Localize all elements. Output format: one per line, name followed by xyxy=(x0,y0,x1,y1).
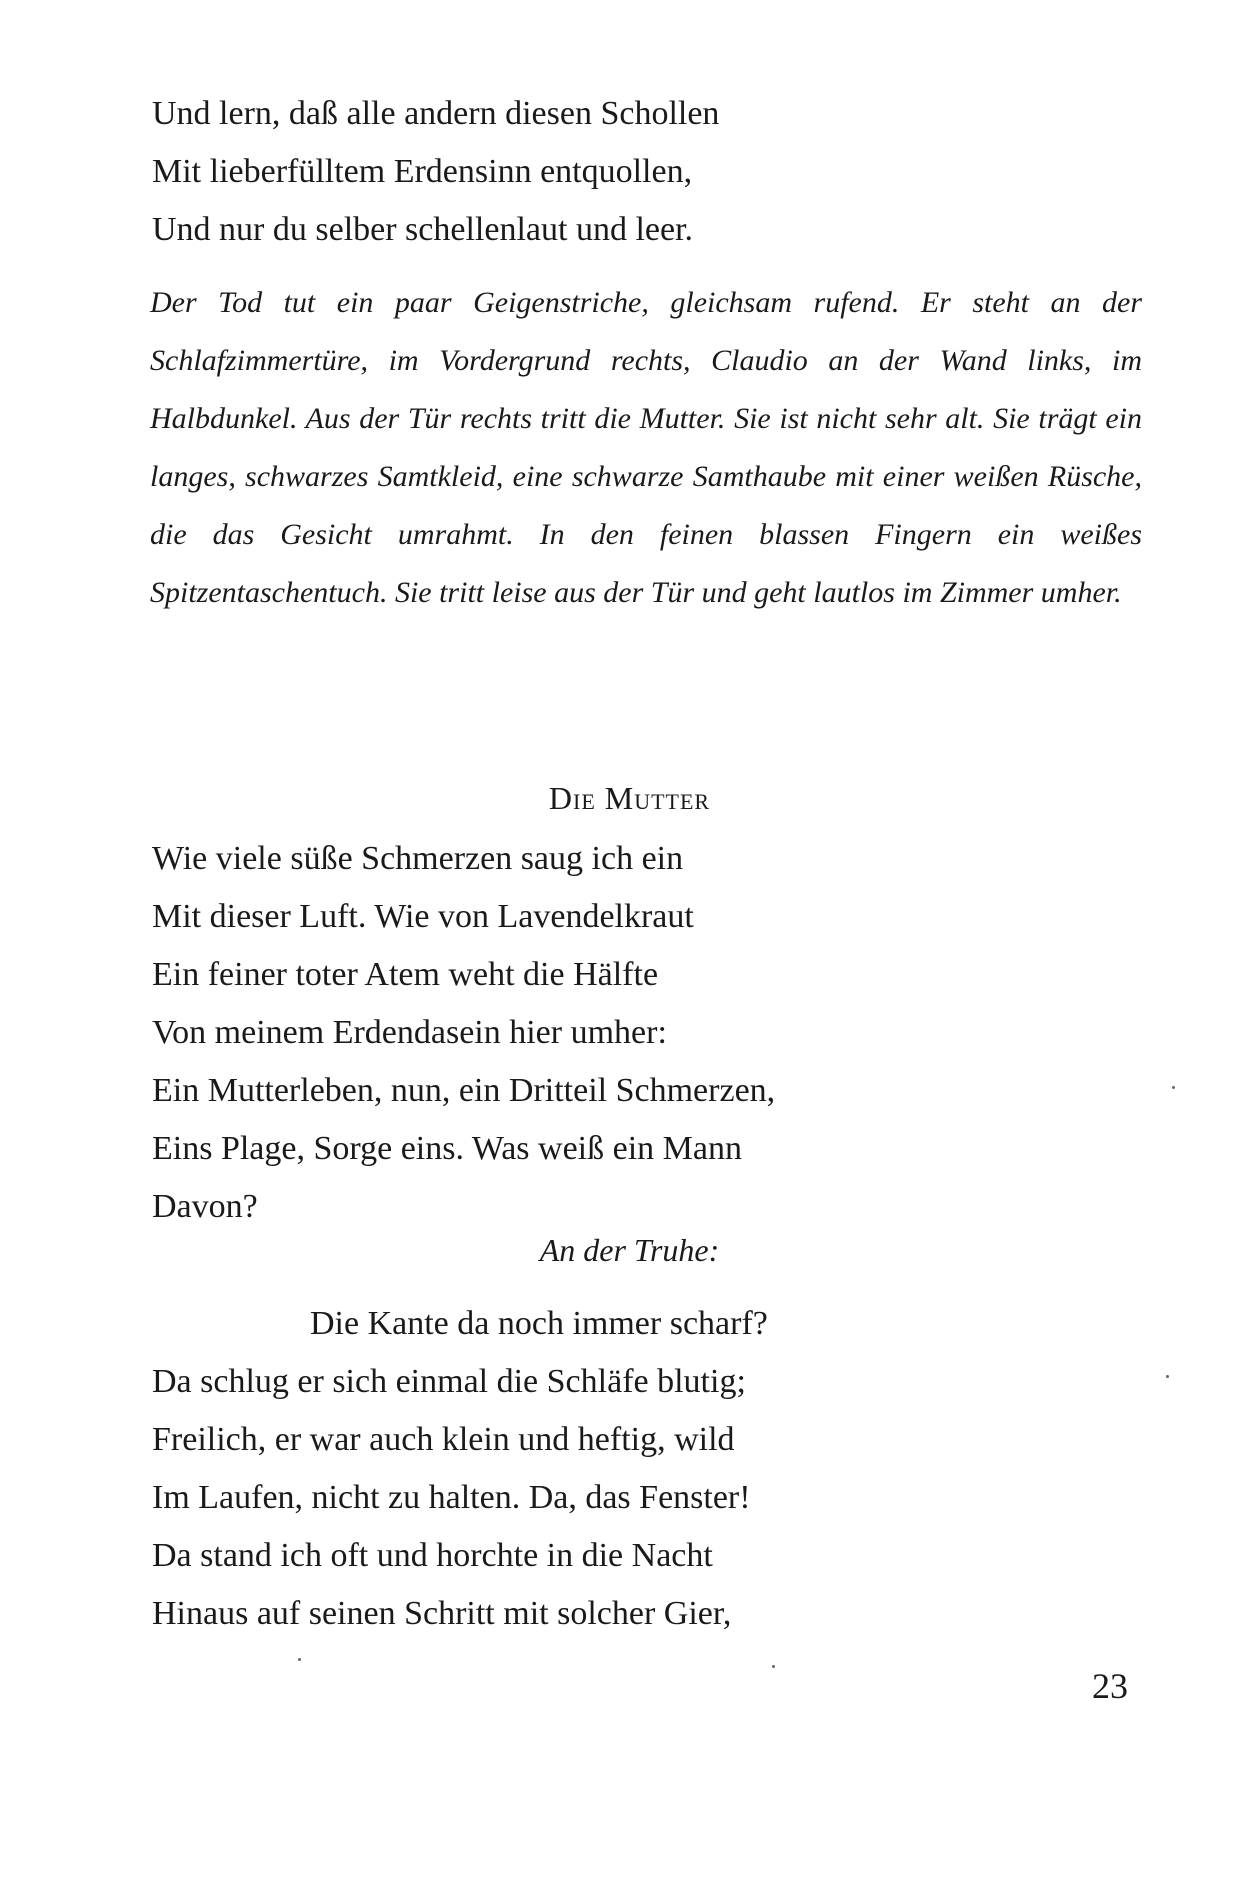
verse-line: Mit lieberfülltem Erdensinn entquollen, xyxy=(152,153,693,190)
verse-line: Und lern, daß alle andern diesen Schollen xyxy=(152,95,720,132)
print-speck xyxy=(298,1658,301,1661)
speech-line: Davon? xyxy=(152,1188,258,1225)
speech-line: Mit dieser Luft. Wie von Lavendelkraut xyxy=(152,898,694,935)
speaker-name: Die Mutter xyxy=(548,780,711,816)
speech-line: Ein feiner toter Atem weht die Hälfte xyxy=(152,956,659,993)
speech-line: Hinaus auf seinen Schritt mit solcher Gier, xyxy=(152,1595,732,1632)
verse-line: Und nur du selber schellenlaut und leer. xyxy=(152,211,694,248)
speech-line: Im Laufen, nicht zu halten. Da, das Fenster! xyxy=(152,1479,751,1516)
print-speck xyxy=(1166,1375,1169,1378)
page-number: 23 xyxy=(1092,1666,1128,1706)
speech-block-2 xyxy=(152,1353,751,1643)
verse-top xyxy=(152,85,719,259)
indented-speech-line: Die Kante da noch immer scharf? xyxy=(310,1305,768,1342)
inline-stage-direction: An der Truhe: xyxy=(539,1232,720,1268)
speech-block-1 xyxy=(152,830,775,1236)
speech-line: Da schlug er sich einmal die Schläfe blutig; xyxy=(152,1363,746,1400)
print-speck xyxy=(1172,1086,1175,1089)
print-speck xyxy=(772,1665,775,1668)
speech-line: Von meinem Erdendasein hier umher: xyxy=(152,1014,667,1051)
speech-line: Wie viele süße Schmerzen saug ich ein xyxy=(152,840,684,877)
stage-direction: Der Tod tut ein paar Geigenstriche, gleichsam rufend. Er steht an der Schlafzimmertüre, im Vordergrund rechts, Claudio an der Wand links, im Halbdunkel. Aus der Tür rechts tritt die Mutter. Sie ist nicht sehr alt. Sie trägt ein langes, schwarzes Samtkleid, eine schwarze Samthaube mit einer weißen Rüsche, die das Gesicht umrahmt. In den feinen blassen Fingern ein weißes Spitzentaschentuch. Sie tritt leise aus der Tür und geht lautlos im Zimmer umher. xyxy=(150,286,1142,609)
speech-line: Ein Mutterleben, nun, ein Dritteil Schmerzen, xyxy=(152,1072,776,1109)
speech-line: Da stand ich oft und horchte in die Nacht xyxy=(152,1537,713,1574)
speech-line: Eins Plage, Sorge eins. Was weiß ein Mann xyxy=(152,1130,742,1167)
speech-line: Freilich, er war auch klein und heftig, wild xyxy=(152,1421,735,1458)
